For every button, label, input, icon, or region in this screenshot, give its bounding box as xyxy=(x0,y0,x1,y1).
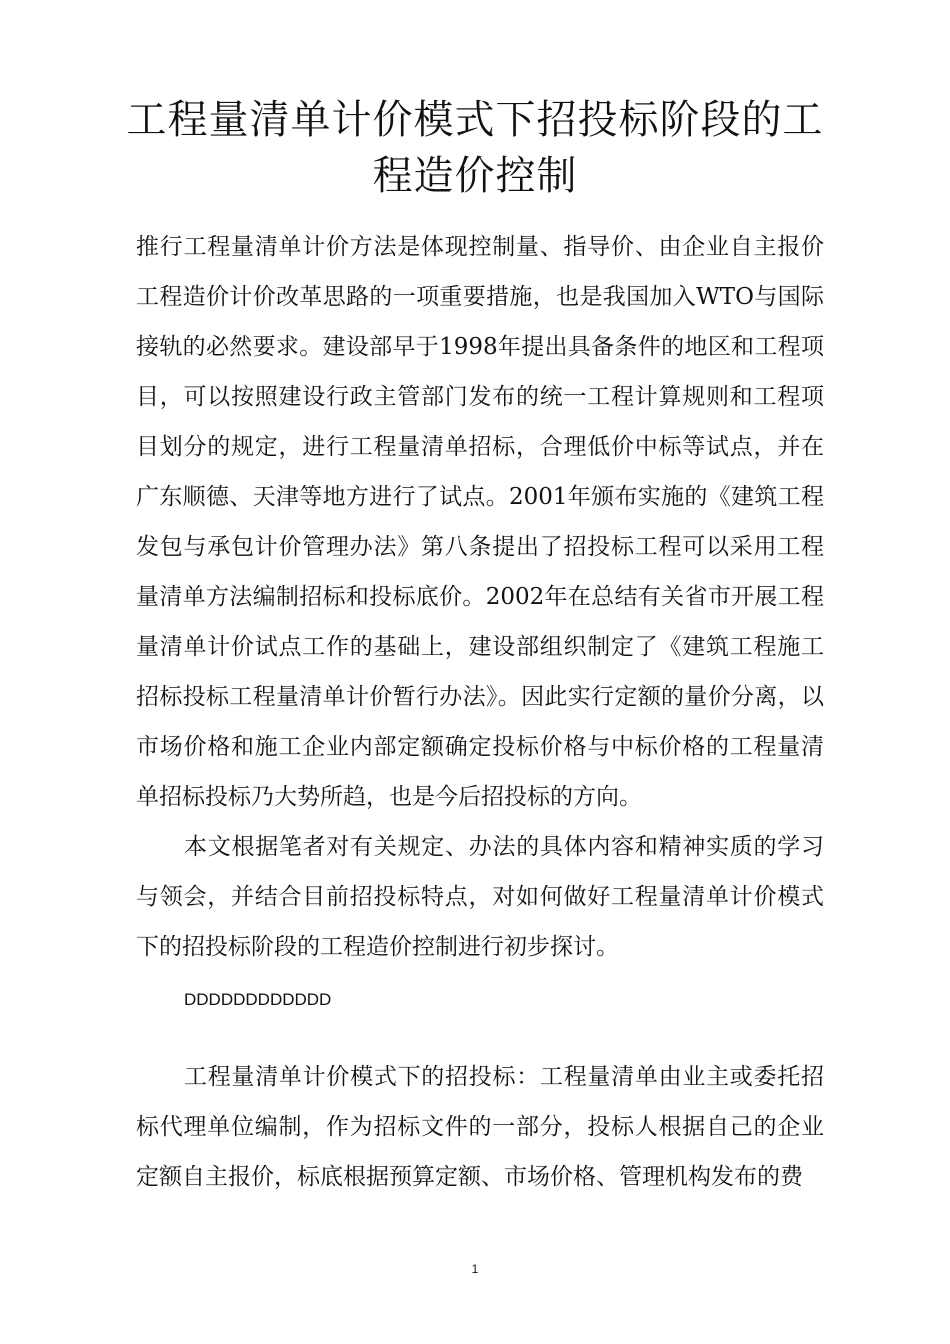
placeholder-text: DDDDDDDDDDDD xyxy=(184,990,332,1009)
body-paragraph-1: 推行工程量清单计价方法是体现控制量、指导价、由企业自主报价工程造价计价改革思路的一项重要措施，也是我国加入WTO与国际接轨的必然要求。建设部早于1998年提出具备条件的地区和工程项目，可以按照建设行政主管部门发布的统一工程计算规则和工程项目划分的规定，进行工程量清单招标，合理低价中标等试点，并在广东顺德、天津等地方进行了试点。2001年颁布实施的《建筑工程发包与承包计价管理办法》第八条提出了招投标工程可以采用工程量清单方法编制招标和投标底价。2002年在总结有关省市开展工程量清单计价试点工作的基础上，建设部组织制定了《建筑工程施工招标投标工程量清单计价暂行办法》。因此实行定额的量价分离，以市场价格和施工企业内部定额确定投标价格与中标价格的工程量清单招标投标乃大势所趋，也是今后招投标的方向。 xyxy=(136,234,824,810)
document-title: 工程量清单计价模式下招投标阶段的工程造价控制 xyxy=(126,97,824,199)
body-paragraph-2: 本文根据笔者对有关规定、办法的具体内容和精神实质的学习与领会，并结合目前招投标特点，对如何做好工程量清单计价模式下的招投标阶段的工程造价控制进行初步探讨。 xyxy=(136,834,824,960)
body-paragraph-3: 工程量清单计价模式下的招投标：工程量清单由业主或委托招标代理单位编制，作为招标文件的一部分，投标人根据自己的企业定额自主报价，标底根据预算定额、市场价格、管理机构发布的费 xyxy=(136,1064,824,1190)
page-number: 1 xyxy=(471,1262,479,1276)
